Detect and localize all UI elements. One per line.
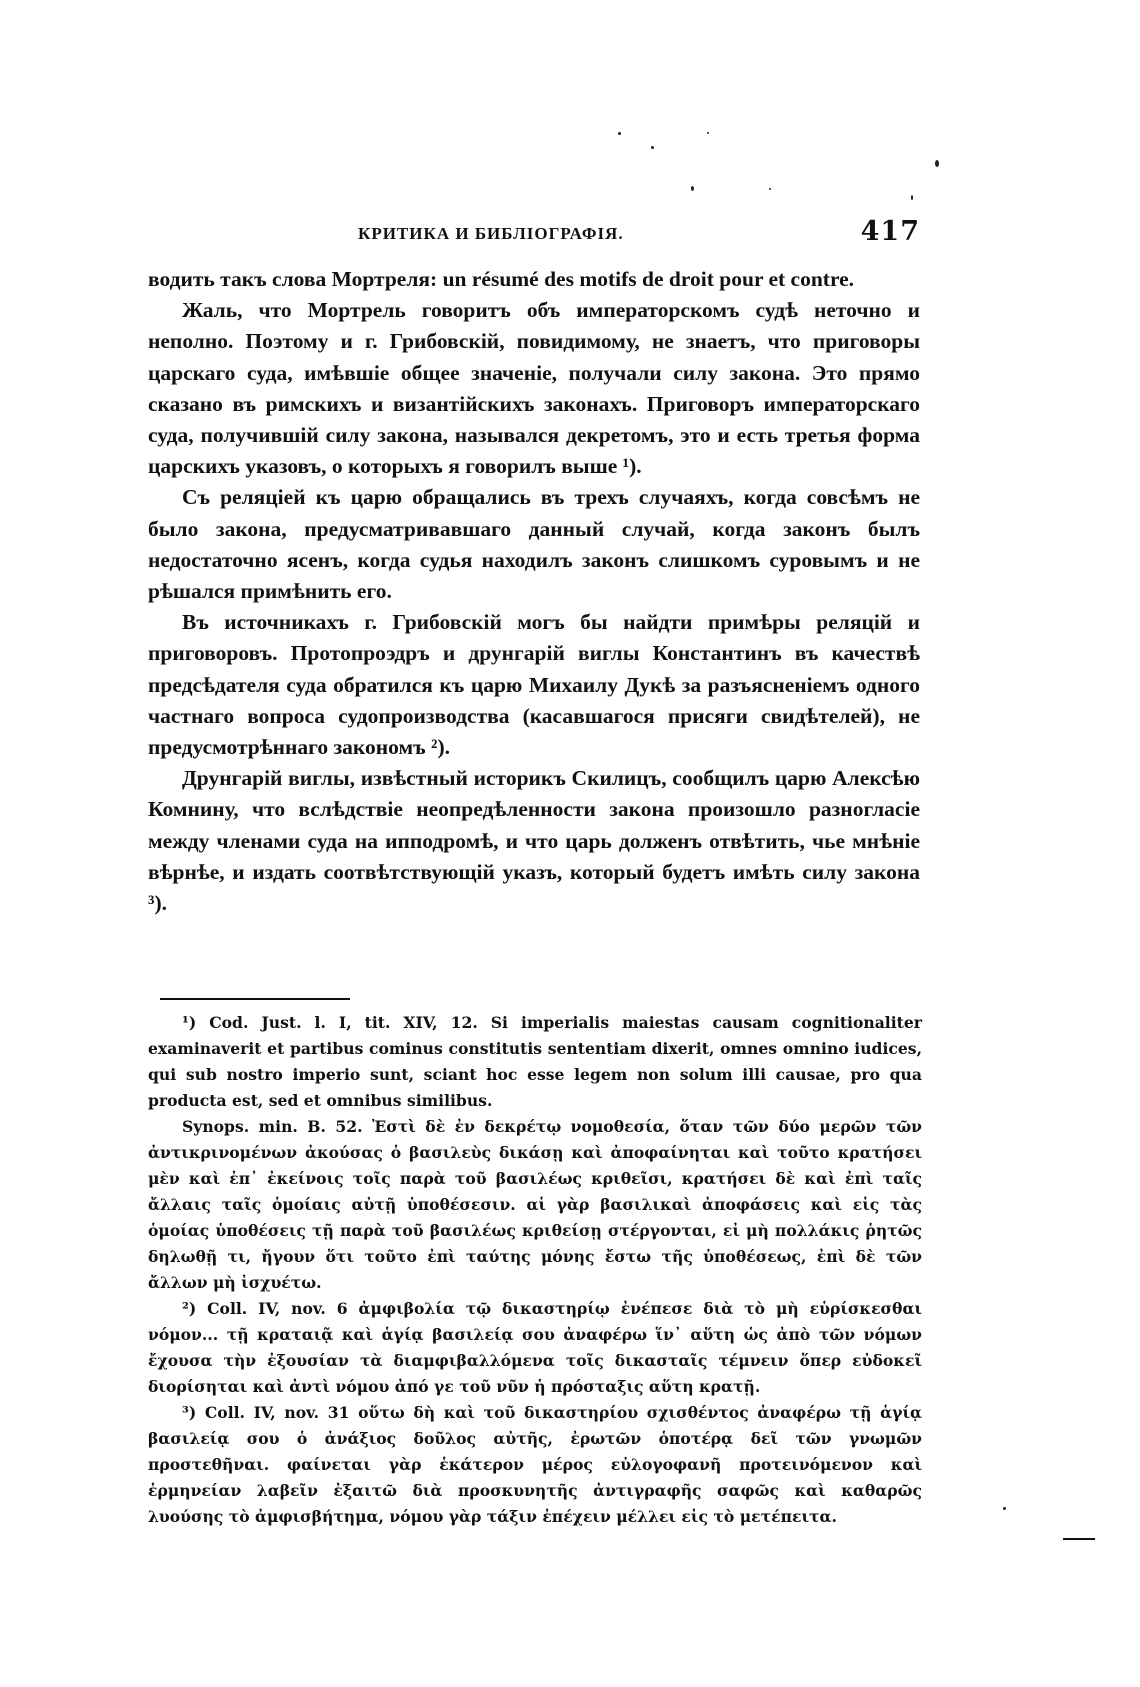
paragraph: Съ реляціей къ царю обращались въ трехъ случаяхъ, когда совсѣмъ не было закона, предусматривавшаго данный случай, когда законъ былъ недостаточно ясенъ, когда судья находилъ законъ слишкомъ суровымъ и не рѣшался примѣнить его.	[148, 485, 920, 604]
footnotes	[148, 1010, 922, 1530]
scan-speck	[1003, 1507, 1006, 1510]
paragraph: Друнгарій виглы, извѣстный историкъ Скилицъ, сообщилъ царю Алексѣю Комнину, что вслѣдствіе неопредѣленности закона произошло разногласіе между членами суда на ипподромѣ, и что царь долженъ отвѣтить, чье мнѣніе вѣрнѣе, и издать соотвѣтствующій указъ, который будетъ имѣть силу закона ³).	[148, 766, 920, 916]
footnote: ²) Coll. IV, nov. 6 ἀμφιβολία τῷ δικαστηρίῳ ἐνέπεσε διὰ τὸ μὴ εὑρίσκεσθαι νόμον... τῇ κραταιᾷ καὶ ἁγίᾳ βασιλείᾳ σου ἀναφέρω ἵν᾿ αὕτη ὡς ἀπὸ τῶν νόμων ἔχουσα τὴν ἐξουσίαν τὰ διαμφιβαλλόμενα τοῖς δικασταῖς τέμνειν ὅπερ εὐδοκεῖ διορίσηται καὶ ἀντὶ νόμου ἀπό γε τοῦ νῦν ἡ πρόσταξις αὕτη κρατῇ.	[148, 1299, 922, 1396]
scan-speck	[707, 132, 709, 134]
paragraph: Жаль, что Мортрель говоритъ объ императорскомъ судѣ неточно и неполно. Поэтому и г. Грибовскій, повидимому, не знаетъ, что приговоры царскаго суда, имѣвшіе общее значеніе, получали силу закона. Это прямо сказано въ римскихъ и византійскихъ законахъ. Приговоръ императорскаго суда, получившій силу закона, назывался декретомъ, это и есть третья форма царскихъ указовъ, о которыхъ я говорилъ выше ¹).	[148, 298, 920, 479]
scan-speck	[911, 195, 913, 200]
running-title: КРИТИКА И БИБЛІОГРАФІЯ.	[358, 224, 624, 243]
page-number: 417	[860, 216, 920, 247]
paragraph: водить такъ слова Мортреля: un résumé des motifs de droit pour et contre.	[148, 267, 855, 291]
running-header	[148, 216, 920, 252]
main-text	[148, 264, 920, 919]
footnote: ³) Coll. IV, nov. 31 οὕτω δὴ καὶ τοῦ δικαστηρίου σχισθέντος ἀναφέρω τῇ ἁγίᾳ βασιλείᾳ σου ὁ ἀνάξιος δοῦλος αὐτῆς, ἐρωτῶν ὁποτέρᾳ δεῖ τῶν γνωμῶν προστεθῆναι. φαίνεται γὰρ ἑκάτερον μέρος εὐλογοφανῆ προτεινόμενον καὶ ἑρμηνείαν λαβεῖν ἐξαιτῶ διὰ προσκυνητῆς ἀντιγραφῆς σαφῶς καὶ καθαρῶς λυούσης τὸ ἀμφισβήτημα, νόμου γὰρ τάξιν ἐπέχειν μέλλει εἰς τὸ μετέπειτα.	[148, 1403, 922, 1526]
footnote: Synops. min. B. 52. Ἐστὶ δὲ ἐν δεκρέτῳ νομοθεσία, ὅταν τῶν δύο μερῶν τῶν ἀντικρινομένων ἀκούσας ὁ βασιλεὺς δικάσῃ καὶ ἀποφαίνηται καὶ τοῦτο κρατήσει μὲν καὶ ἐπ᾿ ἐκείνοις τοῖς παρὰ τοῦ βασιλέως κριθεῖσι, κρατήσει δὲ καὶ ἐπὶ ταῖς ἄλλαις ταῖς ὁμοίαις αὐτῇ ὑποθέσεσιν. αἱ γὰρ βασιλικαὶ ἀποφάσεις καὶ εἰς τὰς ὁμοίας ὑποθέσεις τῇ παρὰ τοῦ βασιλέως κριθείσῃ στέργονται, εἰ μὴ πολλάκις ῥητῶς δηλωθῇ τι, ἤγουν ὅτι τοῦτο ἐπὶ ταύτης μόνης ἔστω τῆς ὑποθέσεως, ἐπὶ δὲ τῶν ἄλλων μὴ ἰσχυέτω.	[148, 1117, 922, 1292]
scan-speck	[935, 160, 939, 167]
footnote-separator	[160, 998, 350, 1000]
footnote: ¹) Cod. Just. l. I, tit. XIV, 12. Si imperialis maiestas causam cognitionaliter examinaverit et partibus cominus constitutis sententiam dixerit, omnes omnino iudices, qui sub nostro imperio sunt, sciant hoc esse legem non solum illi causae, pro qua producta est, sed et omnibus similibus.	[148, 1013, 922, 1110]
scan-speck	[769, 188, 771, 190]
scan-speck	[651, 146, 654, 149]
paragraph: Въ источникахъ г. Грибовскій могъ бы найдти примѣры реляцій и приговоровъ. Протопроэдръ и друнгарій виглы Константинъ въ качествѣ предсѣдателя суда обратился къ царю Михаилу Дукѣ за разъясненіемъ одного частнаго вопроса судопроизводства (касавшагося присяги свидѣтелей), не предусмотрѣннаго закономъ ²).	[148, 610, 920, 760]
scan-speck	[691, 186, 694, 191]
scan-speck	[618, 132, 621, 135]
edge-dash-mark	[1063, 1538, 1095, 1540]
